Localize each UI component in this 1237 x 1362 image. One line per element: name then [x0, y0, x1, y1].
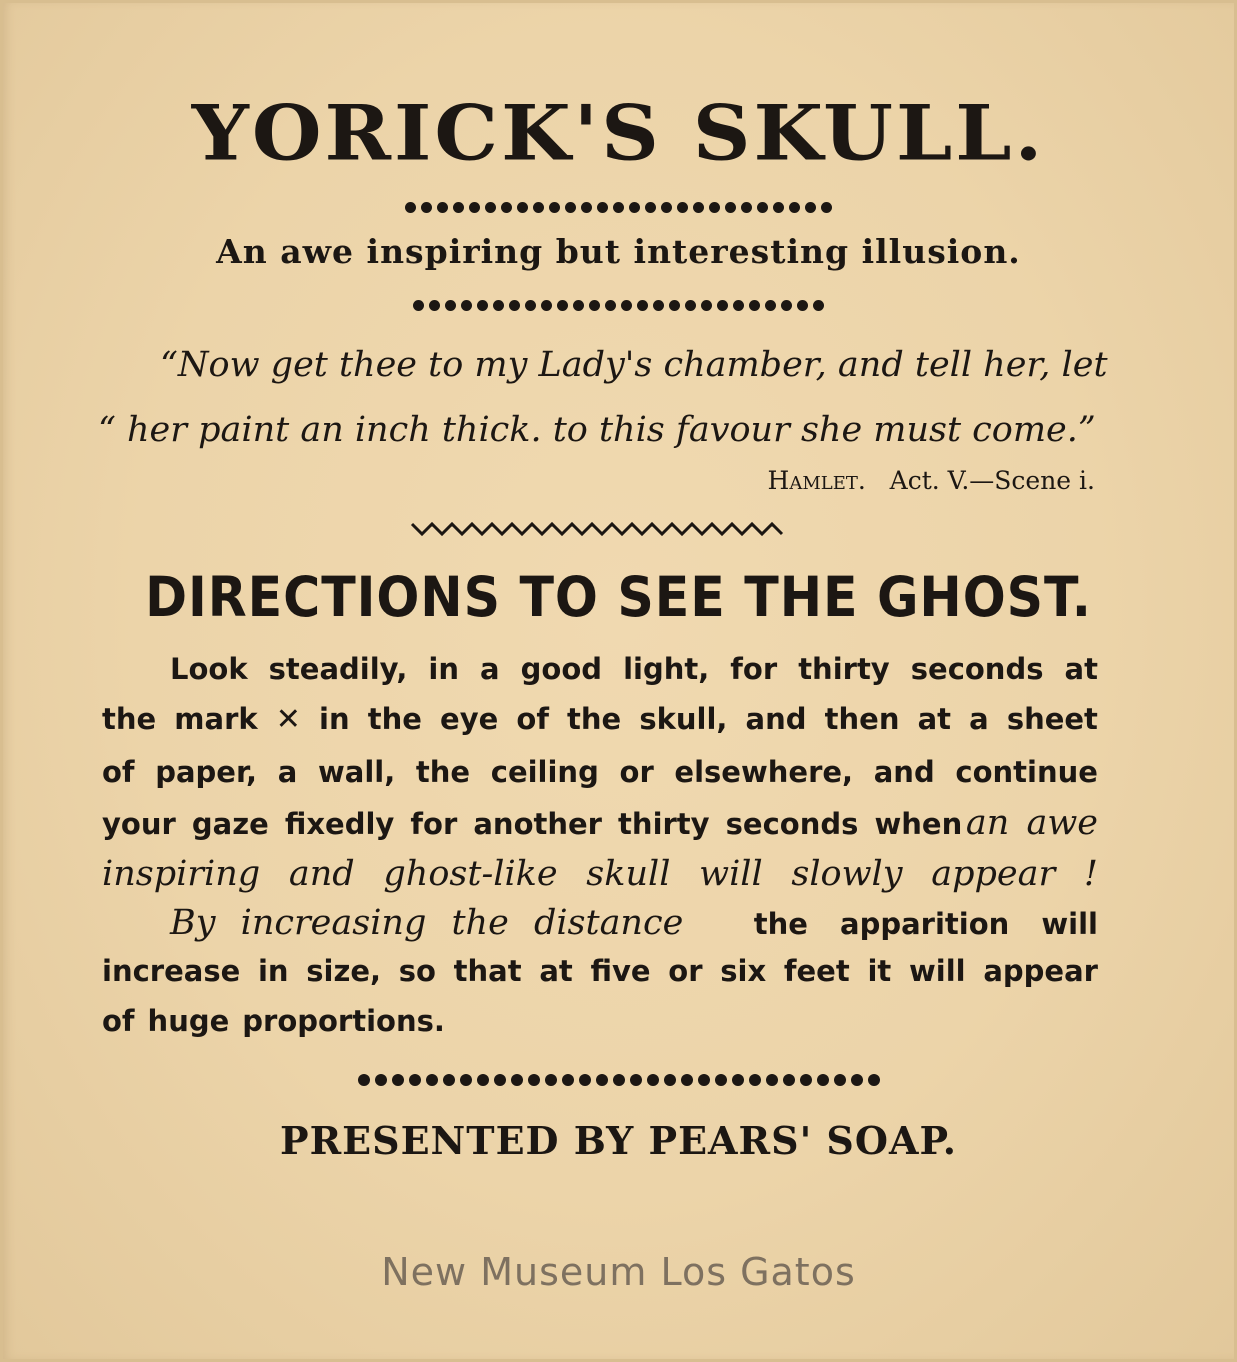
divider-dot [409, 1074, 421, 1086]
word: five [590, 954, 651, 988]
divider-dot [565, 202, 576, 213]
word: the [367, 702, 422, 736]
word: of [102, 1004, 135, 1038]
directions-line-3 [102, 755, 1098, 789]
divider-dot [851, 1074, 863, 1086]
word: sheet [1006, 702, 1098, 736]
divider-dot [733, 300, 744, 311]
quote-attribution [768, 466, 1095, 495]
divider-dot [789, 202, 800, 213]
divider-dot [725, 202, 736, 213]
word: eye [440, 702, 499, 736]
divider-dot [717, 300, 728, 311]
divider-dot [494, 1074, 506, 1086]
divider-dot [797, 300, 808, 311]
divider-dot [437, 202, 448, 213]
divider-dot [405, 202, 416, 213]
divider-dot [358, 1074, 370, 1086]
museum-watermark: New Museum Los Gatos [381, 1250, 856, 1294]
divider-dot [701, 300, 712, 311]
word: seconds [910, 652, 1044, 686]
quote-line-1: “Now get thee to my Lady's chamber, and tell her, let [160, 345, 1108, 385]
word: appear [983, 954, 1098, 988]
word: in [257, 954, 289, 988]
divider-dot [765, 300, 776, 311]
word: skull [586, 854, 671, 894]
word: so [398, 954, 436, 988]
divider-dot [749, 1074, 761, 1086]
divider-dot [629, 202, 640, 213]
word: ✕ [275, 702, 301, 737]
word: will [699, 854, 763, 894]
divider-dot [443, 1074, 455, 1086]
word: it [867, 954, 892, 988]
divider-dot [597, 202, 608, 213]
word: mark [174, 702, 258, 736]
divider-dot [834, 1074, 846, 1086]
word: ghost-like [383, 854, 558, 894]
word: for [730, 652, 778, 686]
directions-line-1 [170, 652, 1098, 686]
word: size, [306, 954, 382, 988]
word: feet [783, 954, 850, 988]
divider-dot [645, 202, 656, 213]
word: a [969, 702, 989, 736]
word: thirty [798, 652, 890, 686]
divider-dot [821, 202, 832, 213]
line-6-italic: By increasing the distance [170, 903, 684, 943]
divider-dot [783, 1074, 795, 1086]
word: or [619, 755, 654, 789]
divider-dot [681, 1074, 693, 1086]
word: at [1064, 652, 1098, 686]
word: of [102, 755, 135, 789]
divider-dot [511, 1074, 523, 1086]
word: and [745, 702, 807, 736]
zigzag-divider [408, 518, 788, 540]
word: or [668, 954, 703, 988]
divider-dot [868, 1074, 880, 1086]
word: six [720, 954, 767, 988]
directions-line-2 [102, 702, 1098, 737]
divider-dot [413, 300, 424, 311]
divider-dot [637, 300, 648, 311]
divider-dot [669, 300, 680, 311]
card-title: YORICK'S SKULL. [191, 88, 1046, 178]
word: appear [931, 854, 1056, 894]
divider-dot [621, 300, 632, 311]
directions-line-7 [102, 954, 1098, 988]
divider-dot [562, 1074, 574, 1086]
word: huge [147, 1004, 230, 1038]
divider-dot [557, 300, 568, 311]
divider-dot [421, 202, 432, 213]
divider-dot [501, 202, 512, 213]
word: that [453, 954, 522, 988]
divider-dot [528, 1074, 540, 1086]
divider-dot [647, 1074, 659, 1086]
word: ! [1083, 854, 1098, 894]
word: at [917, 702, 952, 736]
divider-dot [541, 300, 552, 311]
divider-dot [757, 202, 768, 213]
divider-dot [709, 202, 720, 213]
divider-dot [677, 202, 688, 213]
word: a [480, 652, 500, 686]
divider-dot [469, 202, 480, 213]
word: the [102, 702, 157, 736]
divider-dot [589, 300, 600, 311]
dot-divider-top [0, 202, 1237, 213]
divider-dot [375, 1074, 387, 1086]
divider-dot [664, 1074, 676, 1086]
word: continue [955, 755, 1098, 789]
word: light, [623, 652, 710, 686]
divider-dot [517, 202, 528, 213]
divider-dot [392, 1074, 404, 1086]
directions-heading: DIRECTIONS TO SEE THE GHOST. [145, 565, 1092, 629]
word: the [567, 702, 622, 736]
directions-line-5 [102, 854, 1098, 894]
divider-dot [477, 300, 488, 311]
attribution-reference: Act. V.—Scene i. [889, 466, 1095, 495]
word: proportions. [242, 1004, 445, 1038]
divider-dot [813, 300, 824, 311]
word: of [516, 702, 549, 736]
divider-dot [579, 1074, 591, 1086]
word: will [908, 954, 966, 988]
sponsor-line: PRESENTED BY PEARS' SOAP. [280, 1118, 957, 1163]
word: the [415, 755, 471, 789]
word: steadily, [268, 652, 408, 686]
divider-dot [693, 202, 704, 213]
divider-dot [613, 202, 624, 213]
word: increase [102, 954, 241, 988]
directions-line-4 [102, 803, 1098, 843]
divider-dot [766, 1074, 778, 1086]
dot-divider-bottom [0, 1074, 1237, 1086]
divider-dot [685, 300, 696, 311]
divider-dot [605, 300, 616, 311]
divider-dot [461, 300, 472, 311]
dot-divider-middle [0, 300, 1237, 311]
divider-dot [549, 202, 560, 213]
divider-dot [581, 202, 592, 213]
word: inspiring [102, 854, 261, 894]
word: and [288, 854, 355, 894]
divider-dot [509, 300, 520, 311]
divider-dot [573, 300, 584, 311]
word: good [520, 652, 603, 686]
word: Look [170, 652, 248, 686]
divider-dot [630, 1074, 642, 1086]
divider-dot [781, 300, 792, 311]
divider-dot [445, 300, 456, 311]
divider-dot [805, 202, 816, 213]
word: ceiling [490, 755, 599, 789]
directions-line-6 [170, 903, 1098, 943]
divider-dot [732, 1074, 744, 1086]
divider-dot [741, 202, 752, 213]
divider-dot [715, 1074, 727, 1086]
directions-line-8 [102, 1004, 1098, 1038]
divider-dot [426, 1074, 438, 1086]
word: in [428, 652, 459, 686]
divider-dot [613, 1074, 625, 1086]
word: slowly [791, 854, 903, 894]
word: wall, [317, 755, 396, 789]
word: in [319, 702, 350, 736]
word: then [824, 702, 900, 736]
word: paper, [155, 755, 258, 789]
divider-dot [653, 300, 664, 311]
line-6-plain: the apparition will [753, 907, 1098, 941]
divider-dot [485, 202, 496, 213]
word: elsewhere, [674, 755, 854, 789]
divider-dot [817, 1074, 829, 1086]
attribution-work: Hamlet. [767, 466, 866, 495]
divider-dot [661, 202, 672, 213]
divider-dot [493, 300, 504, 311]
divider-dot [545, 1074, 557, 1086]
word: skull, [639, 702, 728, 736]
divider-dot [749, 300, 760, 311]
word: at [539, 954, 573, 988]
divider-dot [453, 202, 464, 213]
divider-dot [477, 1074, 489, 1086]
divider-dot [429, 300, 440, 311]
divider-dot [698, 1074, 710, 1086]
divider-dot [800, 1074, 812, 1086]
divider-dot [460, 1074, 472, 1086]
quote-line-2: “ her paint an inch thick. to this favour she must come.” [98, 410, 1096, 450]
line-4-italic: an awe [965, 803, 1098, 843]
divider-dot [533, 202, 544, 213]
word: a [277, 755, 298, 789]
divider-dot [773, 202, 784, 213]
card-subtitle: An awe inspiring but interesting illusion. [216, 232, 1021, 271]
divider-dot [596, 1074, 608, 1086]
divider-dot [525, 300, 536, 311]
line-4-plain: your gaze fixedly for another thirty seconds when [102, 807, 963, 841]
word: and [873, 755, 935, 789]
